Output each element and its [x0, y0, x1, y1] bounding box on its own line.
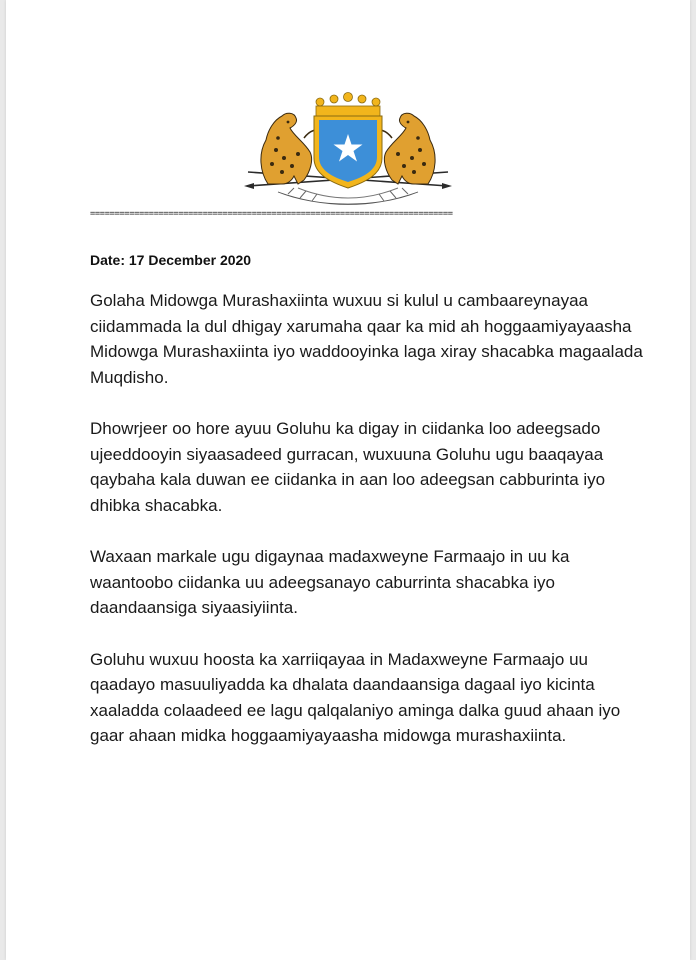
paragraph-2: Dhowrjeer oo hore ayuu Goluhu ka digay in ciidanka loo adeegsado ujeeddooyin siyaasadeed gurracan, wuxuuna Goluhu ugu baaqayaa qaybaha kala duwan ee ciidanka in aan loo adeegsan cabburinta iyo dhibka shacabka. — [90, 419, 606, 515]
crown-icon — [316, 93, 380, 117]
paragraph-3: Waxaan markale ugu digaynaa madaxweyne Farmaajo in uu ka waantoobo ciidanka uu adeegsanayo caburrinta shacabka iyo daandaansiga siyaasiyiinta. — [90, 547, 570, 617]
document-page — [6, 0, 690, 960]
paragraph-4: Goluhu wuxuu hoosta ka xarriiqayaa in Madaxweyne Farmaajo uu qaadayo masuuliyadda ka dhalata daandaansiga dagaal iyo kicinta xaaladda colaadeed ee lagu qalqalaniyo aminga dalka guud ahaan iyo gaar ahaan midka hoggaamiyayaasha midowga murashaxiinta. — [90, 649, 621, 745]
left-leopard-icon — [261, 113, 320, 184]
somalia-coat-of-arms-icon — [238, 92, 458, 212]
shield-icon — [314, 116, 382, 188]
document-body — [90, 288, 650, 749]
right-leopard-icon — [376, 113, 435, 184]
divider-line: ========================================================================== — [90, 209, 453, 219]
date-line: Date: 17 December 2020 — [90, 252, 252, 268]
paragraph-1: Golaha Midowga Murashaxiinta wuxuu si kulul u cambaareynayaa ciidammada la dul dhigay xarumaha qaar ka mid ah hoggaamiyayaasha Midowga Murashaxiinta iyo waddooyinka laga xiray shacabka magaalada Muqdisho. — [90, 291, 643, 387]
